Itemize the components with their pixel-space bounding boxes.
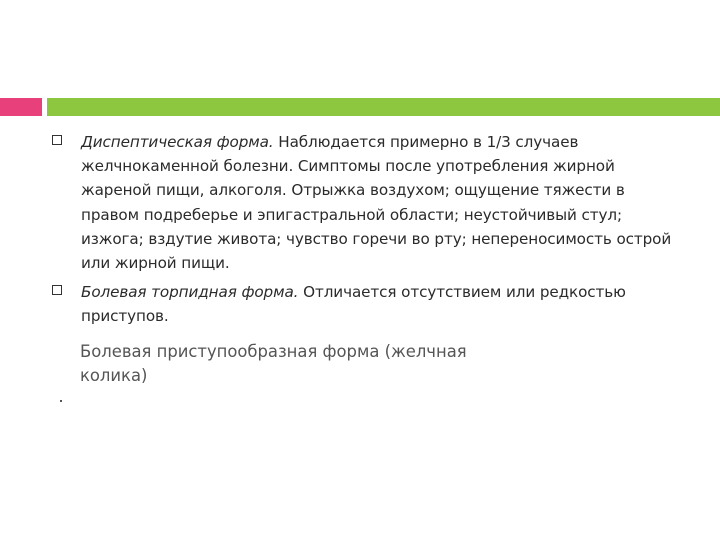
bullet-term: Диспептическая форма.: [81, 133, 274, 151]
bullet-text: [81, 280, 682, 328]
bullet-item-dyspeptic: [52, 130, 682, 275]
bullet-description: Наблюдается примерно в 1/3 случаев желчнокаменной болезни. Симптомы после употребления жирной жареной пищи, алкоголя. Отрыжка воздухом; ощущение тяжести в правом подреберье и эпигастральной области; неустойчивый стул; изжога; вздутие живота; чувство горечи во рту; непереносимость острой или жирной пищи.: [81, 133, 672, 273]
sub-item-text: Болевая приступообразная форма (желчная колика): [80, 342, 467, 385]
bullet-term: Болевая торпидная форма.: [81, 283, 299, 301]
hollow-square-bullet-icon: [52, 135, 62, 145]
bullet-text: [81, 130, 682, 275]
accent-bar-green: [47, 98, 720, 116]
accent-bar-pink: [0, 98, 42, 116]
hollow-square-bullet-icon: [52, 285, 62, 295]
stray-dot: [60, 400, 62, 402]
bullet-description: Отличается отсутствием или редкостью приступов.: [81, 283, 626, 326]
bullet-item-torpid: [52, 280, 682, 328]
